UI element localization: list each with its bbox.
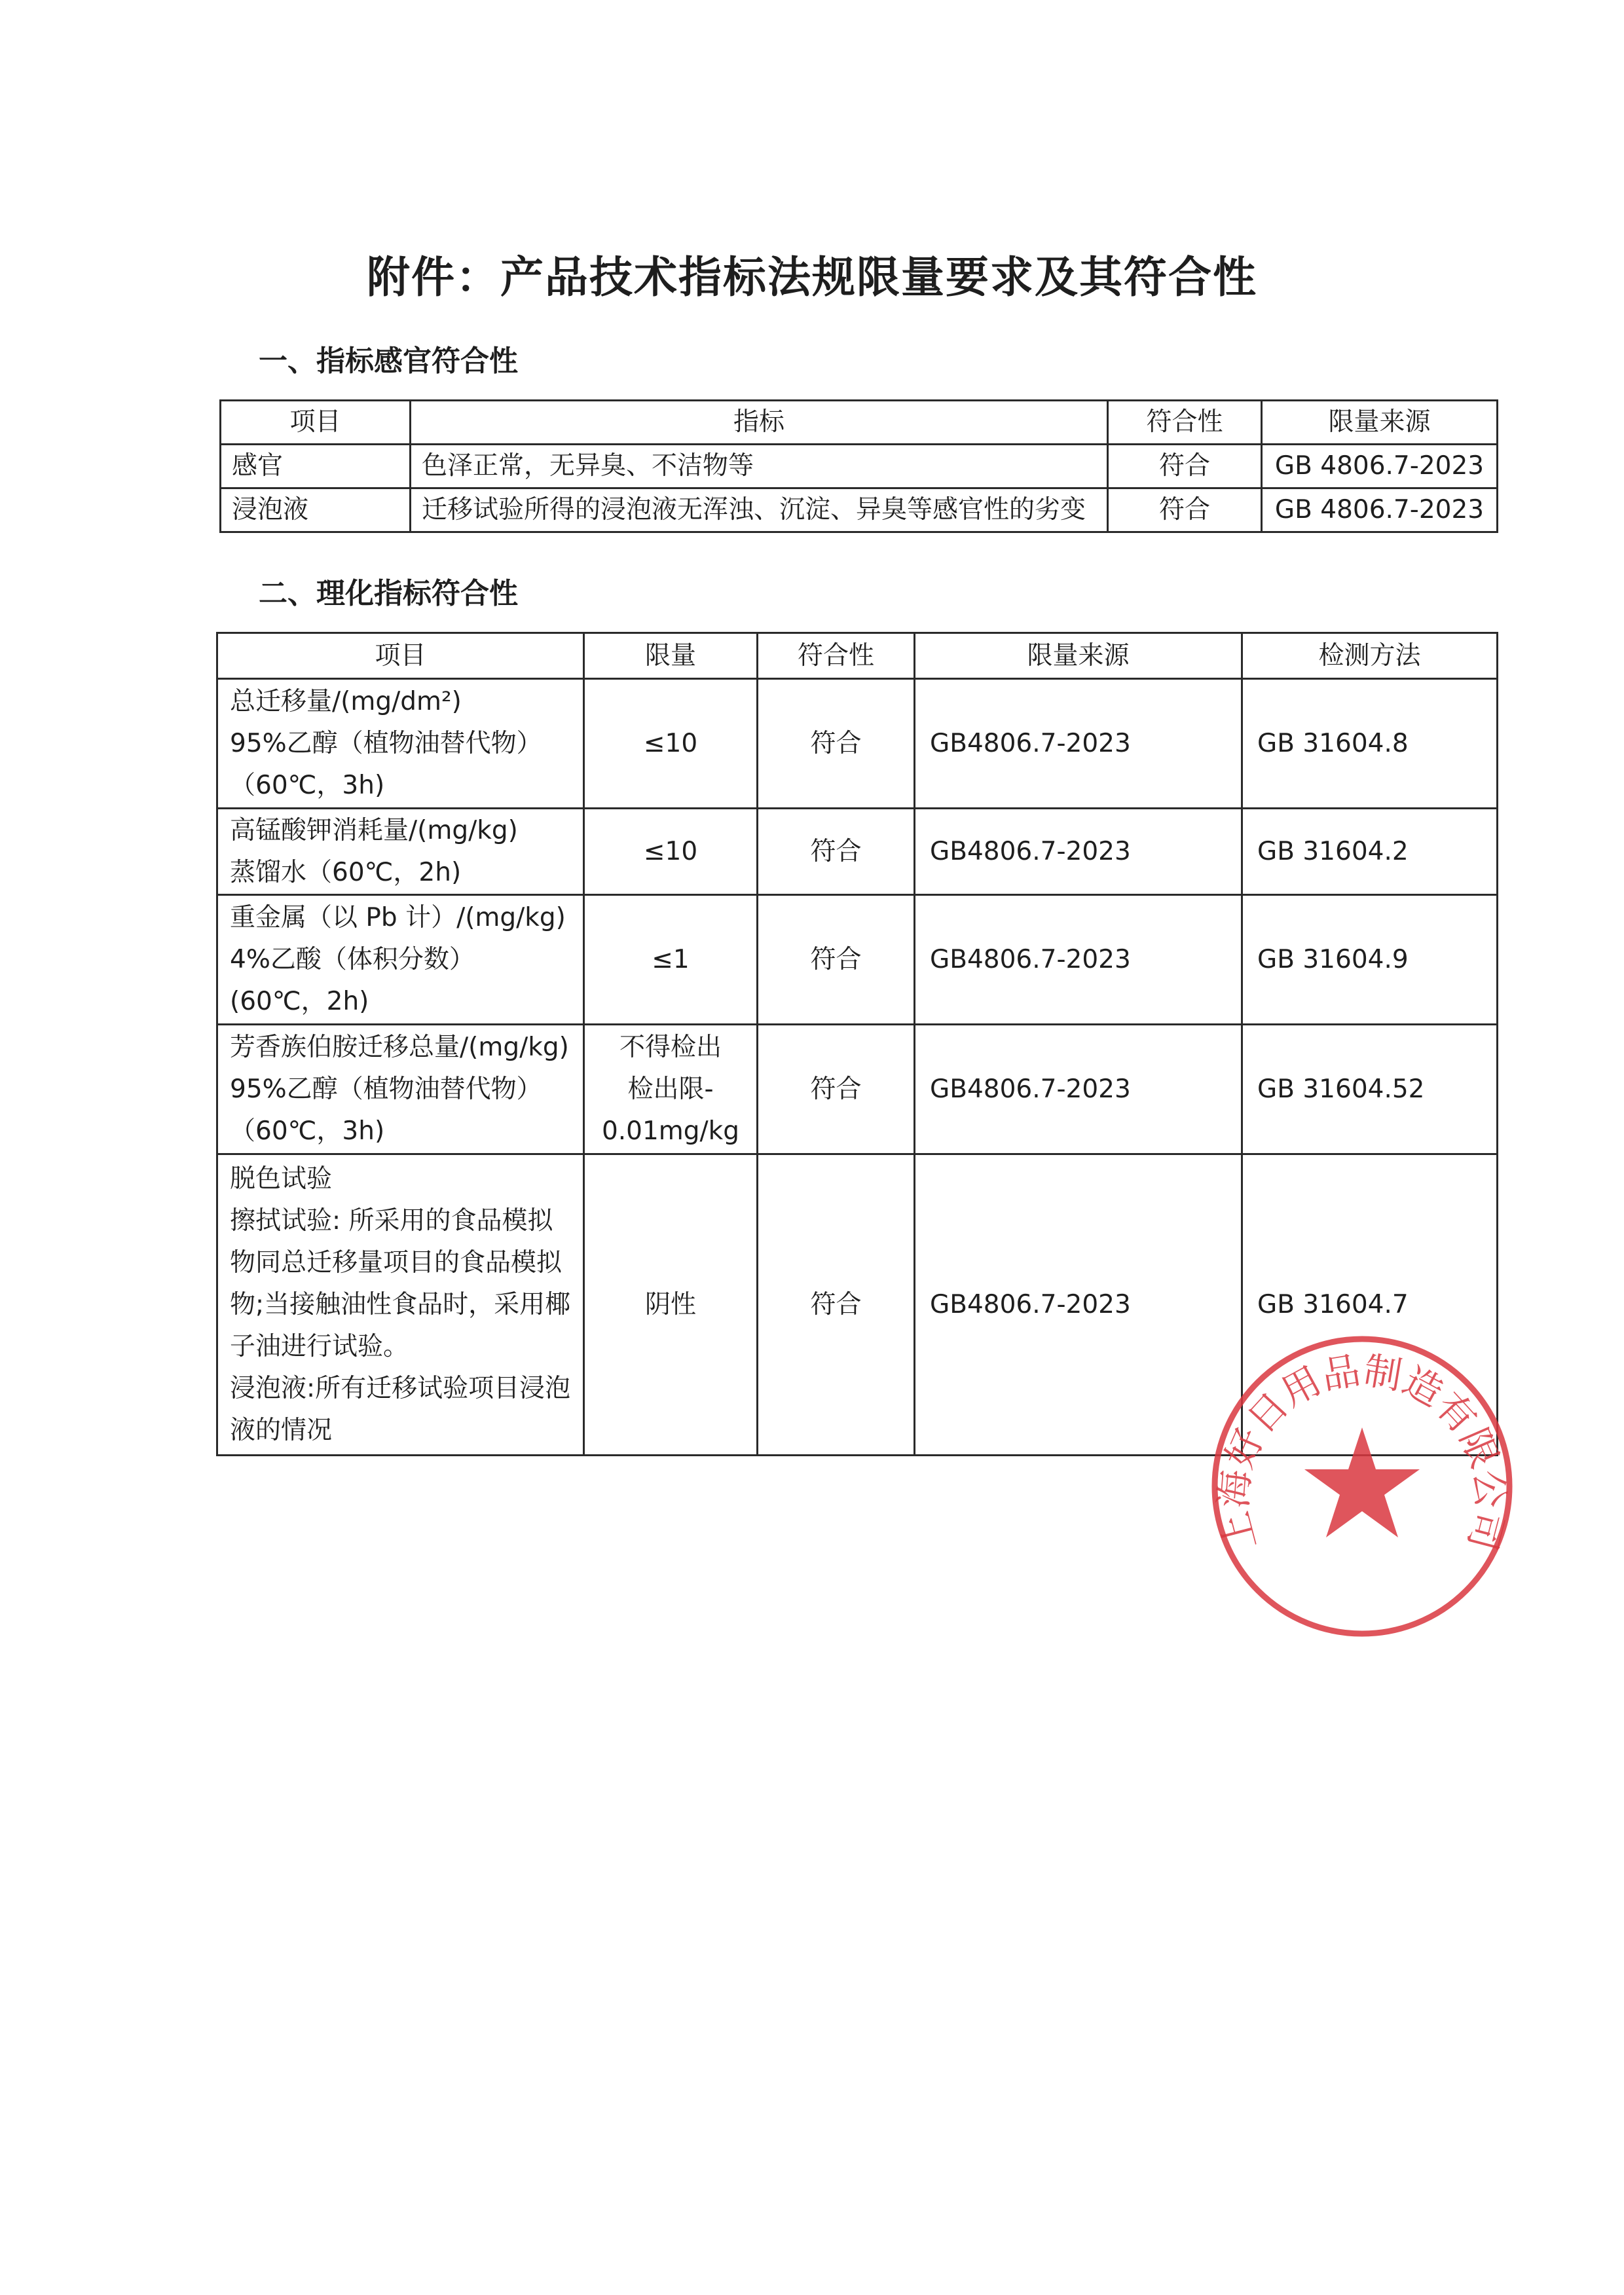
section-heading-sensory: 一、指标感官符合性 xyxy=(259,344,518,378)
item-line: 4%乙酸（体积分数） xyxy=(230,944,475,974)
item-line: 高锰酸钾消耗量/(mg/kg) xyxy=(230,815,518,845)
cell-source: GB 4806.7-2023 xyxy=(1262,488,1498,532)
col-header-method: 检测方法 xyxy=(1242,633,1498,679)
cell-source: GB4806.7-2023 xyxy=(915,895,1242,1025)
col-header-source: 限量来源 xyxy=(915,633,1242,679)
col-header-item: 项目 xyxy=(217,633,584,679)
cell-limit xyxy=(584,895,758,1025)
item-line: 擦拭试验: 所采用的食品模拟 xyxy=(230,1205,553,1236)
cell-method: GB 31604.8 xyxy=(1242,679,1498,809)
cell-source: GB 4806.7-2023 xyxy=(1262,445,1498,488)
cell-compliance: 符合 xyxy=(1108,488,1262,532)
cell-source: GB4806.7-2023 xyxy=(915,1025,1242,1154)
limit-line: ≤1 xyxy=(652,944,690,974)
page-title: 附件：产品技术指标法规限量要求及其符合性 xyxy=(367,252,1257,303)
item-line: 子油进行试验。 xyxy=(230,1331,409,1361)
item-line: （60℃，3h) xyxy=(230,770,385,800)
limit-line: 0.01mg/kg xyxy=(601,1116,740,1146)
cell-compliance: 符合 xyxy=(758,1154,915,1456)
table-row xyxy=(221,445,1498,488)
cell-compliance: 符合 xyxy=(758,1025,915,1154)
item-line: 物同总迁移量项目的食品模拟 xyxy=(230,1247,563,1277)
col-header-indicator: 指标 xyxy=(411,401,1108,445)
cell-item: 感官 xyxy=(221,445,411,488)
item-line: 蒸馏水（60℃，2h) xyxy=(230,857,462,887)
seal-text-path: 上海好日用品制造有限公司 xyxy=(1211,1348,1513,1555)
limit-line: 不得检出 xyxy=(619,1032,722,1062)
col-header-limit: 限量 xyxy=(584,633,758,679)
table-row xyxy=(217,679,1498,809)
limit-line: 检出限- xyxy=(627,1074,714,1104)
cell-indicator: 迁移试验所得的浸泡液无浑浊、沉淀、异臭等感官性的劣变 xyxy=(411,488,1108,532)
cell-source: GB4806.7-2023 xyxy=(915,1154,1242,1456)
col-header-compliance: 符合性 xyxy=(1108,401,1262,445)
cell-compliance: 符合 xyxy=(1108,445,1262,488)
item-line: 液的情况 xyxy=(230,1415,333,1445)
item-line: 浸泡液:所有迁移试验项目浸泡 xyxy=(230,1373,571,1403)
col-header-source: 限量来源 xyxy=(1262,401,1498,445)
cell-limit xyxy=(584,679,758,809)
cell-method: GB 31604.52 xyxy=(1242,1025,1498,1154)
item-line: 芳香族伯胺迁移总量/(mg/kg) xyxy=(230,1032,569,1062)
cell-source: GB4806.7-2023 xyxy=(915,809,1242,895)
cell-compliance: 符合 xyxy=(758,895,915,1025)
cell-item xyxy=(217,809,584,895)
col-header-item: 项目 xyxy=(221,401,411,445)
table-row xyxy=(217,895,1498,1025)
item-line: （60℃，3h) xyxy=(230,1116,385,1146)
cell-source: GB4806.7-2023 xyxy=(915,679,1242,809)
star-icon xyxy=(1304,1427,1420,1537)
cell-item xyxy=(217,1154,584,1456)
cell-item xyxy=(217,679,584,809)
item-line: 重金属（以 Pb 计）/(mg/kg) xyxy=(230,902,566,932)
cell-compliance: 符合 xyxy=(758,809,915,895)
item-line: 脱色试验 xyxy=(230,1164,333,1194)
cell-limit xyxy=(584,809,758,895)
limit-line: 阴性 xyxy=(644,1289,696,1319)
table-row xyxy=(217,1025,1498,1154)
cell-item xyxy=(217,895,584,1025)
col-header-compliance: 符合性 xyxy=(758,633,915,679)
item-line: 95%乙醇（植物油替代物） xyxy=(230,1074,542,1104)
cell-limit xyxy=(584,1154,758,1456)
cell-item xyxy=(217,1025,584,1154)
company-seal xyxy=(1205,1329,1519,1643)
cell-method: GB 31604.7 xyxy=(1242,1154,1498,1456)
cell-item: 浸泡液 xyxy=(221,488,411,532)
sensory-table xyxy=(219,399,1498,533)
limit-line: ≤10 xyxy=(643,836,698,866)
cell-method: GB 31604.2 xyxy=(1242,809,1498,895)
table-row xyxy=(217,809,1498,895)
item-line: 物;当接触油性食品时，采用椰 xyxy=(230,1289,571,1319)
item-line: 总迁移量/(mg/dm²) xyxy=(230,686,462,716)
cell-limit xyxy=(584,1025,758,1154)
cell-method: GB 31604.9 xyxy=(1242,895,1498,1025)
limit-line: ≤10 xyxy=(643,728,698,758)
table-header-row xyxy=(221,401,1498,445)
table-row xyxy=(221,488,1498,532)
table-header-row xyxy=(217,633,1498,679)
cell-indicator: 色泽正常，无异臭、不洁物等 xyxy=(411,445,1108,488)
item-line: (60℃，2h) xyxy=(230,986,369,1016)
item-line: 95%乙醇（植物油替代物） xyxy=(230,728,542,758)
section-heading-physchem: 二、理化指标符合性 xyxy=(259,577,518,610)
cell-compliance: 符合 xyxy=(758,679,915,809)
